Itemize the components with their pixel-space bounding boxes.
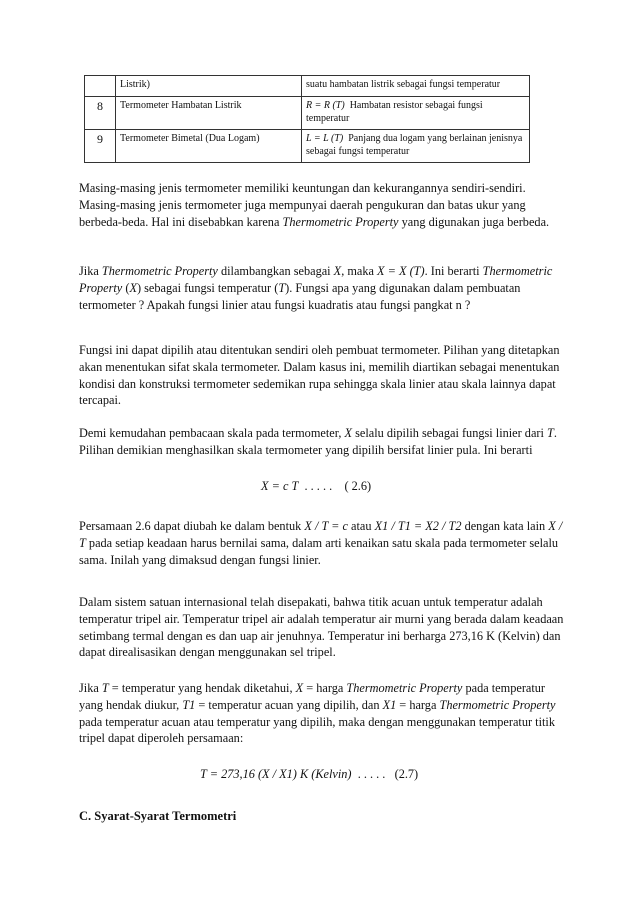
paragraph-text: Persamaan 2.6 dapat diubah ke dalam bentuk: [79, 519, 305, 533]
symbol-italic: X: [344, 426, 352, 440]
paragraph-text: selalu dipilih sebagai fungsi linier dari: [352, 426, 547, 440]
paragraph-text: dengan kata lain: [461, 519, 549, 533]
table-cell-description: [302, 97, 530, 130]
description-text: Panjang dua logam yang berlainan jenisnya sebagai fungsi temperatur: [306, 133, 523, 157]
paragraph-text: Dalam sistem satuan internasional telah disepakati, bahwa titik acuan untuk temperatur adalah temperatur tripel air. Temperatur tripel air adalah temperatur air murni yang berada dalam keadaan setimbang termal dengan es dan uap air jenuhnya. Temperatur ini berharga 273,16 K (Kelvin) dan dapat direalisasikan dengan menggunakan sel tripel.: [79, 595, 564, 660]
formula: X1 / T1 = X2 / T2: [374, 519, 462, 533]
paragraph-text: , maka: [341, 264, 378, 278]
paragraph: [79, 680, 564, 747]
symbol-italic: T: [278, 280, 286, 295]
paragraph-text: = harga: [303, 681, 347, 695]
paragraph-text: Jika: [79, 681, 102, 695]
paragraph-text: ). Fungsi apa yang digunakan dalam pembuatan termometer ? Apakah fungsi linier atau fungsi kuadratis atau fungsi pangkat n ?: [79, 280, 521, 312]
paragraph: [79, 425, 564, 459]
paragraph: [79, 180, 564, 230]
paragraph: [79, 263, 564, 313]
paragraph-text: Demi kemudahan pembacaan skala pada termometer,: [79, 426, 345, 440]
formula: L = L (T): [306, 133, 344, 144]
table-row: [85, 130, 530, 163]
paragraph-text: pada temperatur acuan atau temperatur yang dipilih, maka dengan menggunakan temperatur titik tripel dapat diperoleh persamaan:: [79, 714, 555, 746]
formula: X = X (T): [377, 264, 425, 278]
paragraph: [79, 342, 564, 409]
term-italic: Thermometric Property: [439, 697, 556, 712]
paragraph-text: . Ini berarti: [424, 264, 483, 278]
formula: T = 273,16 (X / X1) K (Kelvin): [200, 767, 352, 781]
equation-2-7: [200, 766, 418, 782]
table-cell-name: Listrik): [116, 76, 302, 97]
paragraph-text: = temperatur yang hendak diketahui,: [108, 681, 296, 695]
table-cell-number: 8: [85, 97, 116, 130]
paragraph-text: Jika: [79, 264, 102, 278]
symbol-italic: T1: [182, 697, 196, 712]
table-row: [85, 76, 530, 97]
equation-dots: . . . . .: [357, 767, 386, 781]
paragraph-text: pada setiap keadaan harus bernilai sama, dalam arti kenaikan satu skala pada termometer selalu sama. Inilah yang dimaksud dengan fungsi linier.: [79, 535, 559, 567]
table-cell-number: [85, 76, 116, 97]
table-cell-name: Termometer Bimetal (Dua Logam): [116, 130, 302, 163]
paragraph-text: (: [122, 280, 130, 295]
equation-dots: . . . . .: [304, 479, 333, 493]
formula: R = R (T): [306, 100, 345, 111]
table-cell-description: suatu hambatan listrik sebagai fungsi temperatur: [302, 76, 530, 97]
term-italic: Thermometric Property: [79, 264, 553, 295]
formula: X = c T: [261, 479, 299, 493]
thermometer-table: [84, 75, 530, 163]
equation-number: ( 2.6): [344, 479, 372, 493]
table-cell-number: 9: [85, 130, 116, 163]
formula: X / T = c: [304, 519, 348, 533]
equation-2-6: [261, 478, 371, 494]
paragraph-text: . Pilihan demikian menghasilkan skala termometer yang dipilih bersifat linier pula. Ini berarti: [79, 426, 557, 457]
equation-number: (2.7): [394, 767, 419, 781]
paragraph-text: = temperatur acuan yang dipilih, dan: [195, 697, 383, 712]
symbol-italic: T: [101, 681, 109, 695]
table-cell-description: [302, 130, 530, 163]
symbol-italic: X: [295, 681, 304, 695]
symbol-italic: X: [129, 280, 137, 295]
paragraph-text: ) sebagai fungsi temperatur (: [136, 280, 279, 295]
section-heading: C. Syarat-Syarat Termometri: [79, 809, 237, 823]
term-italic: Thermometric Property: [101, 264, 218, 278]
paragraph-text: dilambangkan sebagai: [217, 264, 334, 278]
paragraph-text: = harga: [396, 697, 440, 712]
paragraph-text: Masing-masing jenis termometer memiliki keuntungan dan kekurangannya sendiri-sendiri. Masing-masing jenis termometer juga mempunyai daerah pengukuran dan batas ukur yang berbeda-beda. Hal ini disebabkan karena: [79, 181, 526, 229]
symbol-italic: X: [333, 264, 342, 278]
paragraph: [79, 518, 564, 568]
formula: X / T: [79, 519, 563, 550]
symbol-italic: X1: [382, 697, 397, 712]
term-italic: Thermometric Property: [282, 214, 399, 229]
table-row: [85, 97, 530, 130]
paragraph-text: atau: [347, 519, 375, 533]
paragraph-text: yang digunakan juga berbeda.: [398, 214, 550, 229]
term-italic: Thermometric Property: [346, 681, 463, 695]
paragraph: [79, 594, 564, 661]
paragraph-text: pada temperatur yang hendak diukur,: [79, 681, 546, 712]
paragraph-text: Fungsi ini dapat dipilih atau ditentukan sendiri oleh pembuat termometer. Pilihan yang ditetapkan akan menentukan sifat skala termometer. Dalam kasus ini, memilih diartikan sebagai menentukan kondisi dan konstruksi termometer sedemikan rupa sehingga skala linier atau skala lainnya dapat tercapai.: [79, 343, 560, 408]
symbol-italic: T: [547, 426, 554, 440]
table-cell-name: Termometer Hambatan Listrik: [116, 97, 302, 130]
description-text: Hambatan resistor sebagai fungsi temperatur: [306, 100, 483, 124]
